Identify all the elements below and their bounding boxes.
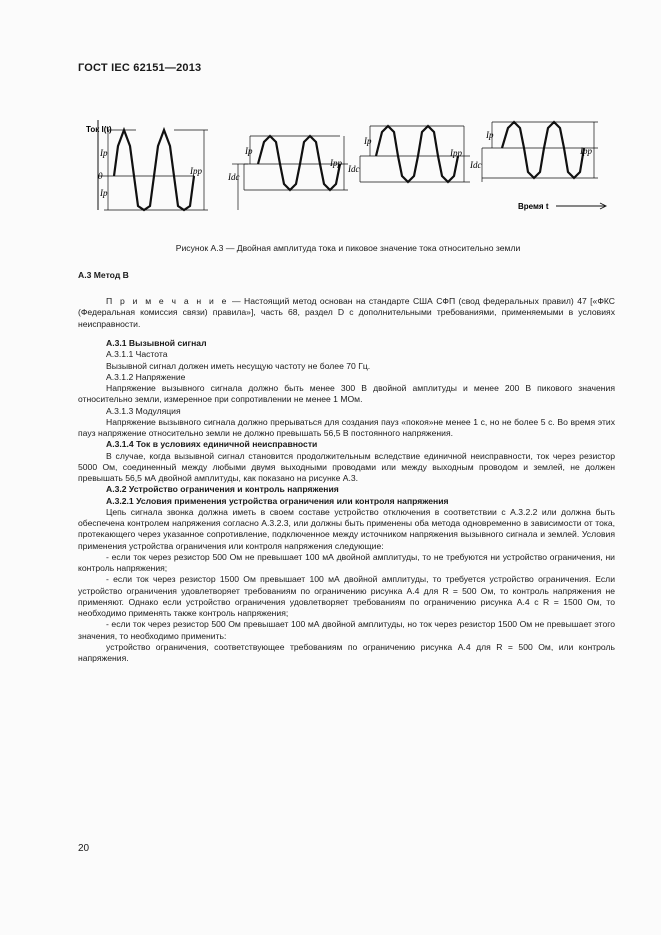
x-axis-label: Время t (518, 202, 549, 211)
standard-title: ГОСТ IEC 62151—2013 (78, 62, 202, 74)
waveform-diagram (78, 112, 618, 222)
label-ip-1: Ip (100, 148, 108, 158)
waveform-4 (502, 122, 584, 178)
label-ipp-2: Ipp (330, 158, 342, 168)
section-a3-heading (78, 270, 615, 281)
heading-a313: А.3.1.3 Модуляция (106, 405, 181, 416)
note-label: П р и м е ч а н и е (106, 296, 229, 306)
heading-a31: А.3.1 Вызывной сигнал (106, 338, 207, 348)
text-a311: Вызывной сигнал должен иметь несущую частоту не более 70 Гц. (106, 360, 371, 371)
waveform-2 (258, 136, 340, 190)
text-a321-p4: - если ток через резистор 500 Ом превышает 100 мА двойной амплитуды, но ток через резистор 1500 Ом не превышает этого значения, то необходимо применить: (78, 619, 615, 641)
text-a312: Напряжение вызывного сигнала должно быть менее 300 В двойной амплитуды и менее 200 В пикового значения относительно земли, измеренное при сопротивлении не менее 1 МОм. (78, 383, 615, 405)
heading-a314: А.3.1.4 Ток в условиях единичной неисправности (106, 439, 318, 450)
label-idc-4: Idc (470, 160, 482, 170)
waveform-3 (376, 126, 458, 182)
label-ip-4: Ip (486, 130, 494, 140)
figure-a3 (78, 112, 618, 222)
figure-caption: Рисунок А.3 — Двойная амплитуда тока и пиковое значение тока относительно земли (175, 243, 521, 253)
label-idc-2: Idc (228, 172, 240, 182)
main-body (78, 338, 615, 664)
waveform-1 (114, 130, 194, 210)
label-ip-3: Ip (364, 136, 372, 146)
text-a314: В случае, когда вызывной сигнал становится продолжительным вследствие единичной неисправности, ток через резистор 5000 Ом, соединенный между любыми двумя выходными проводами или между выходным проводом и землей, не должен превышать 56,5 мА двойной амплитуды, как показано на рисунке А.3. (78, 450, 615, 483)
text-a313: Напряжение вызывного сигнала должно прерываться для создания пауз «покоя»не менее 1 с, но не более 5 с. Во время этих пауз напряжение относительно земли не должно превышать 56,5 В постоянного напряжения. (78, 416, 615, 438)
label-ipp-1: Ipp (190, 166, 202, 176)
label-ip-2: Ip (245, 146, 253, 156)
note-text: — Настоящий метод основан на стандарте США СФП (свод федеральных правил) 47 [«ФКС (Федеральная комиссия связи) правила»], часть 68, раздел D с дополнительными требованиями, применяемыми в условиях неисправности. (78, 296, 615, 329)
heading-a32: А.3.2 Устройство ограничения и контроль напряжения (106, 484, 339, 495)
page-number: 20 (78, 843, 90, 854)
heading-a312: А.3.1.2 Напряжение (106, 371, 186, 382)
text-a321-p2: - если ток через резистор 500 Ом не превышает 100 мА двойной амплитуды, то не требуются ни устройство ограничения, ни контроль напряжения; (78, 551, 615, 573)
label-ip-1b: Ip (100, 188, 108, 198)
label-ipp-3: Ipp (450, 148, 462, 158)
label-ipp-4: Ipp (580, 146, 592, 156)
note-block (78, 296, 615, 330)
label-zero: 0 (98, 171, 103, 181)
y-axis-label: Ток I(t) (86, 125, 112, 134)
text-a321-p1: Цепь сигнала звонка должна иметь в своем составе устройство отключения в соответствии с А.3.2.2 или должна быть обеспечена контролем напряжения согласно А.3.2.3, или должны быть применены оба метода одновременно в зависимости от тока, протекающего через указанное сопротивление, подключенное между источником напряжения вызывного сигнала и землей. Условия применения устройства ограничения или контроля напряжения следующие: (78, 506, 615, 551)
heading-a321: А.3.2.1 Условия применения устройства ограничения или контроля напряжения (106, 495, 449, 506)
heading-a3: А.3 Метод В (78, 270, 129, 280)
text-a321-p3: - если ток через резистор 1500 Ом превышает 100 мА двойной амплитуды, то требуется устройство ограничения. Если устройство ограничения удовлетворяет требованиям по ограничению рисунка А.4 для R = 500 Ом, то контроль напряжения не применяют. Однако если устройство ограничения удовлетворяет требованиям по ограничению рисунка А.4 с R = 1500 Ом, то необходимо применять также контроль напряжения; (78, 574, 615, 618)
note-paragraph (78, 296, 615, 330)
text-a321-p5: устройство ограничения, соответствующее требованиям по ограничению рисунка А.4 для R = 500 Ом, или контроль напряжения. (78, 641, 615, 663)
label-idc-3: Idc (348, 164, 360, 174)
heading-a311: А.3.1.1 Частота (106, 349, 168, 360)
